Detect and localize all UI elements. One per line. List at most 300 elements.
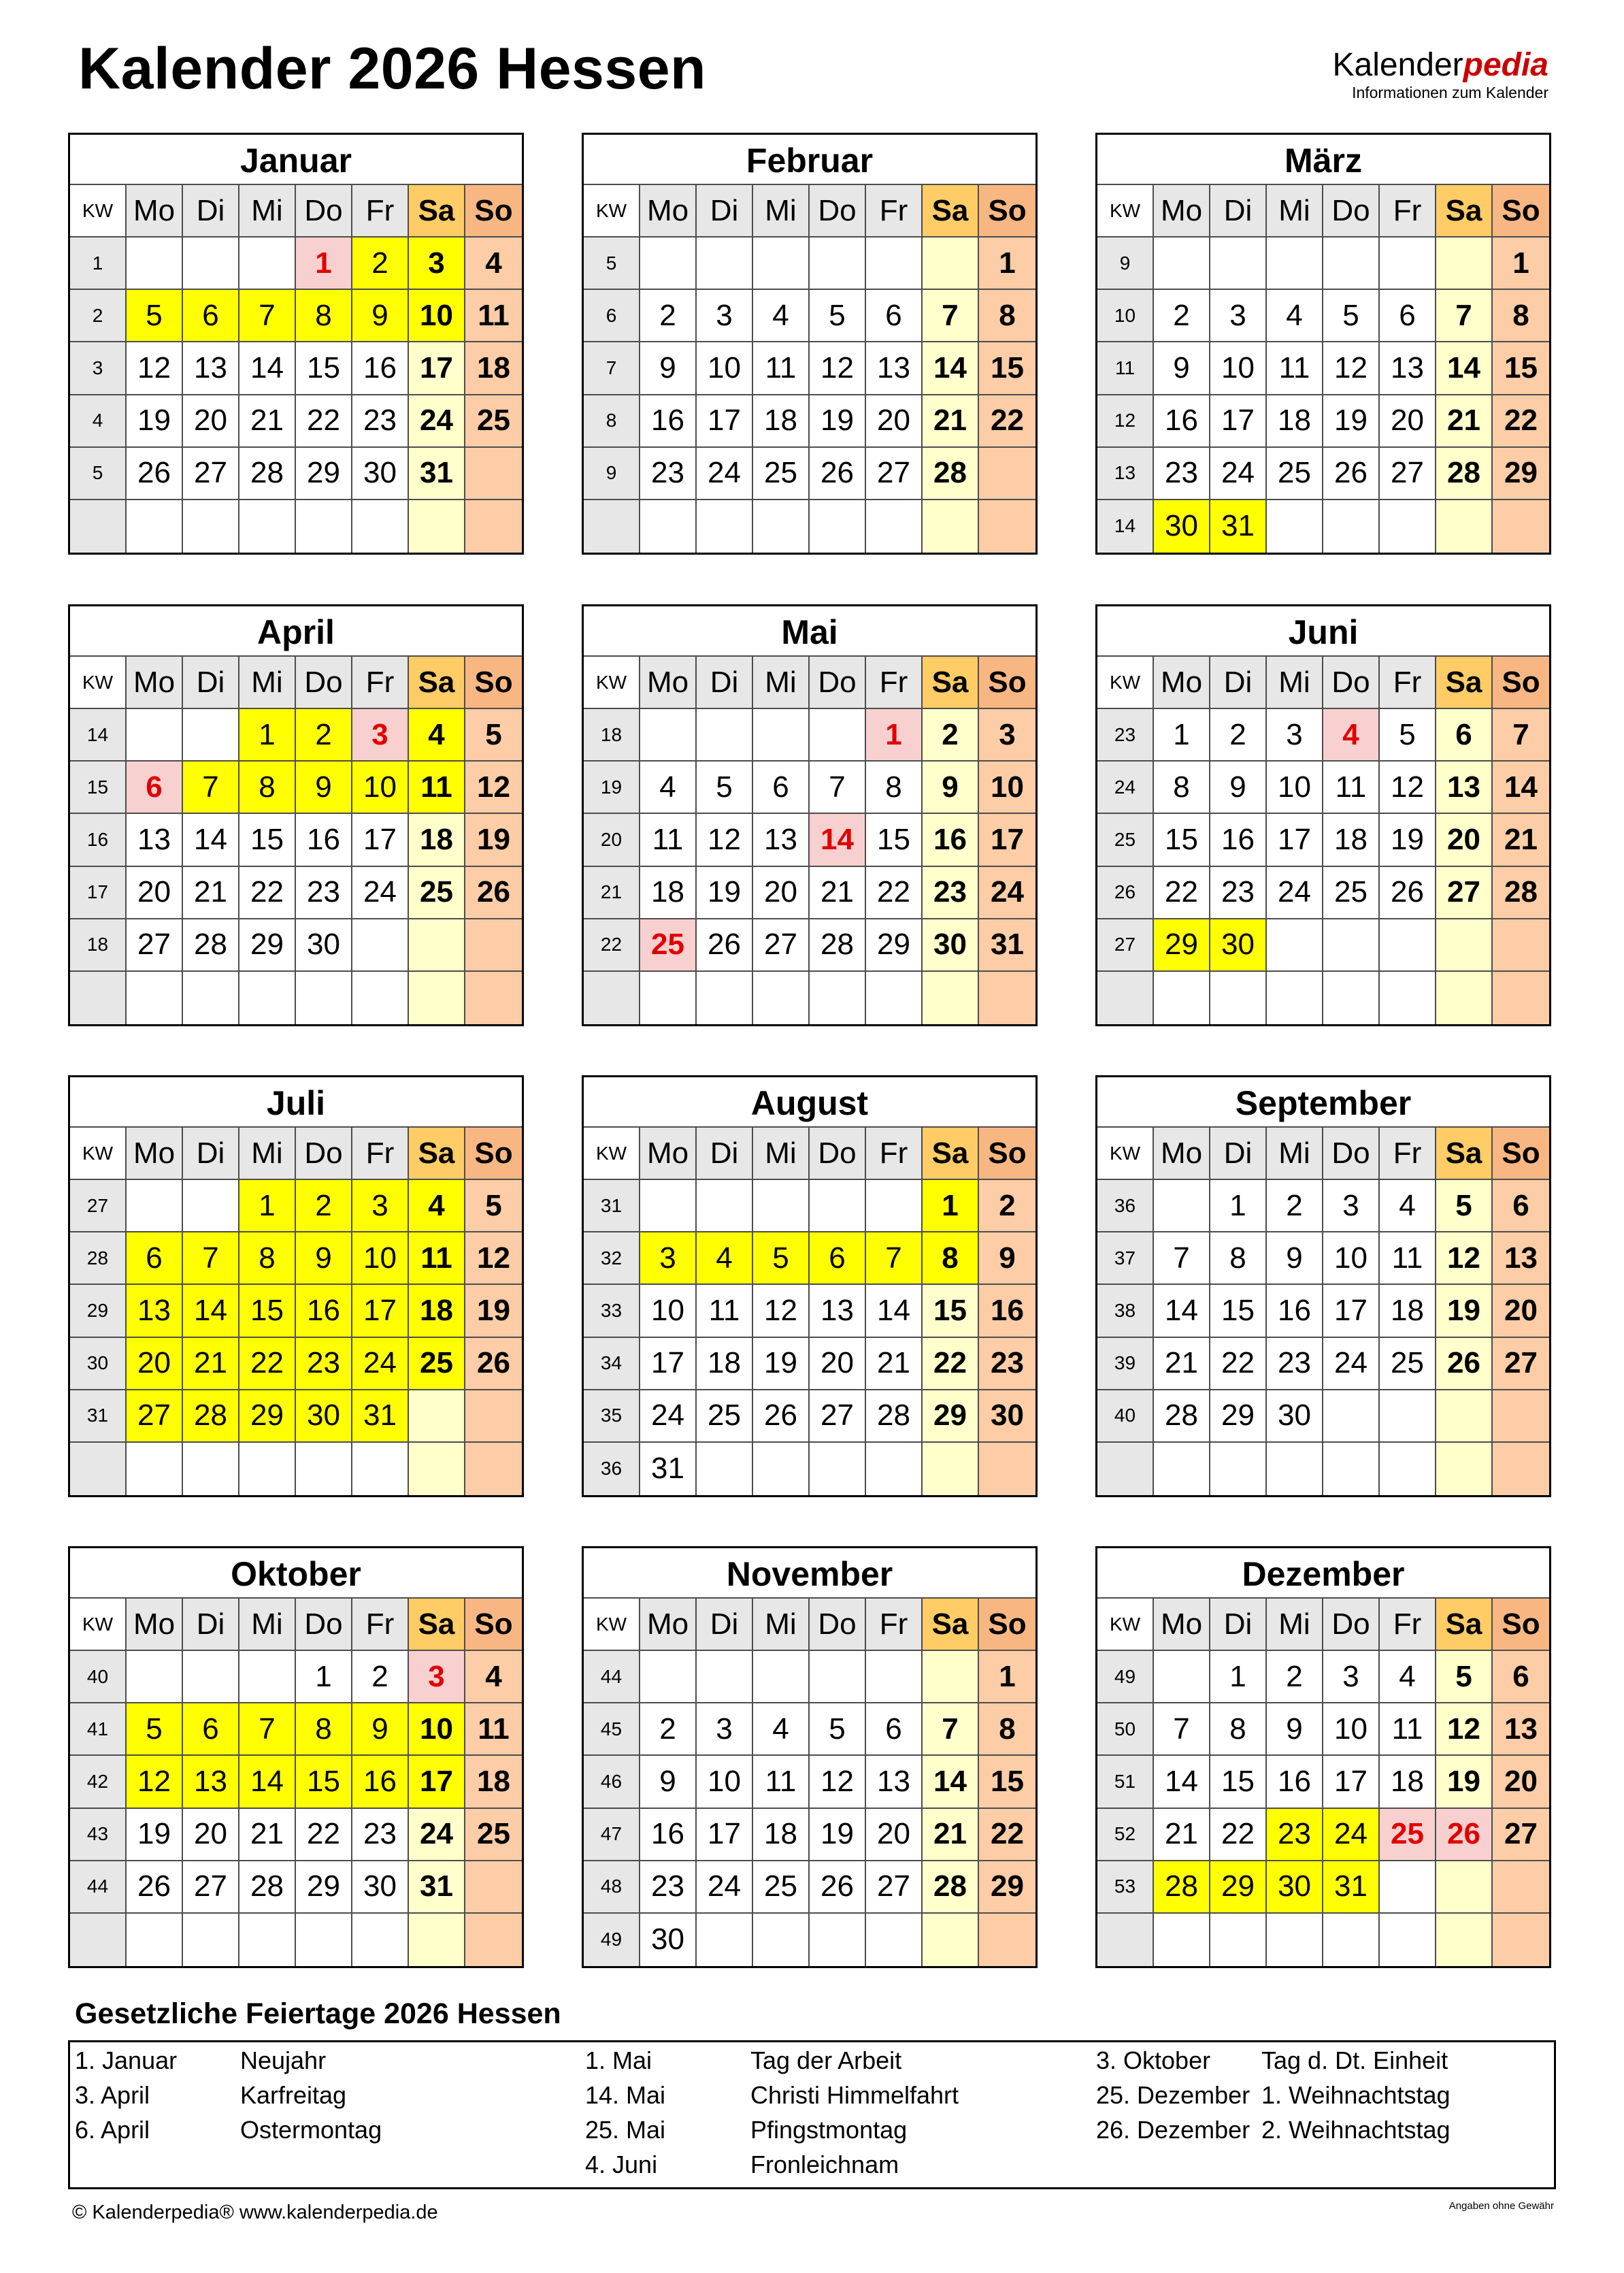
day-cell: 14 <box>239 1756 296 1808</box>
holiday-name: 1. Weihnachtstag <box>1261 2081 1451 2109</box>
week-number: 44 <box>70 1861 127 1914</box>
day-cell: 3 <box>697 290 753 342</box>
day-cell: 22 <box>979 1809 1035 1861</box>
day-cell: 8 <box>239 762 296 814</box>
empty-cell <box>465 1390 522 1443</box>
weekday-header: Di <box>1210 1128 1267 1180</box>
day-cell: 4 <box>753 1703 810 1756</box>
day-cell: 24 <box>1267 867 1323 919</box>
day-cell: 14 <box>1154 1756 1210 1808</box>
empty-cell <box>465 1914 522 1966</box>
weekday-header: So <box>979 657 1035 709</box>
day-cell: 20 <box>753 867 810 919</box>
week-number: 49 <box>584 1914 640 1966</box>
empty-cell <box>1380 1390 1436 1443</box>
day-cell: 26 <box>127 1861 183 1914</box>
day-cell: 18 <box>697 1338 753 1390</box>
weekday-header: Mo <box>1154 1599 1210 1651</box>
weekday-header: Do <box>810 185 866 238</box>
day-cell: 16 <box>640 1809 697 1861</box>
day-cell: 7 <box>923 290 979 342</box>
day-cell: 18 <box>465 1756 522 1808</box>
weekday-header: Sa <box>1436 185 1493 238</box>
day-cell: 23 <box>640 1861 697 1914</box>
empty-cell <box>979 972 1035 1024</box>
empty-cell <box>1267 238 1323 290</box>
week-number: 22 <box>584 919 640 972</box>
day-cell: 6 <box>810 1232 866 1285</box>
day-cell: 28 <box>1154 1390 1210 1443</box>
day-cell: 16 <box>352 1756 409 1808</box>
week-number: 19 <box>584 762 640 814</box>
week-number: 24 <box>1097 762 1154 814</box>
empty-cell <box>697 1180 753 1232</box>
week-number: 39 <box>1097 1338 1154 1390</box>
day-cell: 8 <box>979 290 1035 342</box>
empty-cell <box>810 1180 866 1232</box>
page-title: Kalender 2026 Hessen <box>78 36 707 101</box>
month-title: August <box>584 1077 1035 1128</box>
day-cell: 2 <box>352 238 409 290</box>
day-cell: 23 <box>1154 448 1210 500</box>
day-cell: 8 <box>979 1703 1035 1756</box>
day-cell: 28 <box>1436 448 1493 500</box>
empty-cell <box>923 1914 979 1966</box>
empty-cell <box>1493 919 1549 972</box>
day-cell: 2 <box>640 290 697 342</box>
week-number: 41 <box>70 1703 127 1756</box>
empty-cell <box>409 972 465 1024</box>
empty-cell <box>923 238 979 290</box>
day-cell: 27 <box>183 1861 239 1914</box>
weekday-header: So <box>1493 1599 1549 1651</box>
day-cell: 11 <box>1323 762 1380 814</box>
day-cell: 21 <box>810 867 866 919</box>
day-cell: 5 <box>127 290 183 342</box>
day-cell: 19 <box>1380 814 1436 866</box>
day-cell: 4 <box>465 238 522 290</box>
month-2 <box>582 133 1038 555</box>
day-cell: 6 <box>127 762 183 814</box>
weekday-header: Fr <box>1380 185 1436 238</box>
empty-cell <box>465 1443 522 1495</box>
weekday-header: Fr <box>352 185 409 238</box>
day-cell: 11 <box>753 1756 810 1808</box>
weekday-header: Do <box>1323 1128 1380 1180</box>
month-9 <box>1095 1075 1551 1497</box>
weekday-header: Mo <box>640 185 697 238</box>
day-cell: 27 <box>183 448 239 500</box>
week-number: 20 <box>584 814 640 866</box>
empty-cell <box>697 972 753 1024</box>
weekday-header: Sa <box>923 657 979 709</box>
footer-copyright: © Kalenderpedia® www.kalenderpedia.de <box>72 2202 438 2223</box>
weekday-header: Mo <box>640 1128 697 1180</box>
day-cell: 31 <box>352 1390 409 1443</box>
day-cell: 29 <box>979 1861 1035 1914</box>
month-6 <box>1095 604 1551 1026</box>
day-cell: 12 <box>127 342 183 395</box>
empty-cell <box>1380 1443 1436 1495</box>
day-cell: 22 <box>296 395 352 448</box>
weekday-header: Di <box>183 1599 239 1651</box>
weekday-header: Di <box>183 1128 239 1180</box>
day-cell: 24 <box>697 448 753 500</box>
day-cell: 2 <box>1267 1651 1323 1703</box>
weekday-header: Mo <box>127 185 183 238</box>
day-cell: 7 <box>866 1232 923 1285</box>
empty-cell <box>127 500 183 553</box>
day-cell: 21 <box>866 1338 923 1390</box>
day-cell: 13 <box>866 342 923 395</box>
day-cell: 10 <box>1210 342 1267 395</box>
day-cell: 17 <box>1267 814 1323 866</box>
day-cell: 28 <box>923 448 979 500</box>
empty-cell <box>866 972 923 1024</box>
weekday-header: Mo <box>1154 657 1210 709</box>
day-cell: 4 <box>409 709 465 762</box>
day-cell: 2 <box>923 709 979 762</box>
day-cell: 10 <box>1323 1703 1380 1756</box>
day-cell: 21 <box>923 1809 979 1861</box>
week-number-header: KW <box>1097 185 1154 238</box>
empty-cell <box>1380 1914 1436 1966</box>
week-number <box>1097 1443 1154 1495</box>
day-cell: 7 <box>810 762 866 814</box>
day-cell: 1 <box>866 709 923 762</box>
day-cell: 4 <box>640 762 697 814</box>
day-cell: 28 <box>923 1861 979 1914</box>
week-number: 31 <box>70 1390 127 1443</box>
empty-cell <box>1267 1914 1323 1966</box>
week-number: 27 <box>70 1180 127 1232</box>
day-cell: 27 <box>1493 1338 1549 1390</box>
week-number-header: KW <box>70 657 127 709</box>
month-4 <box>68 604 524 1026</box>
empty-cell <box>1154 1443 1210 1495</box>
day-cell: 16 <box>1267 1285 1323 1337</box>
empty-cell <box>1436 500 1493 553</box>
day-cell: 29 <box>296 1861 352 1914</box>
empty-cell <box>239 238 296 290</box>
empty-cell <box>979 1443 1035 1495</box>
empty-cell <box>697 709 753 762</box>
day-cell: 15 <box>239 1285 296 1337</box>
empty-cell <box>296 500 352 553</box>
day-cell: 26 <box>1380 867 1436 919</box>
day-cell: 19 <box>1436 1756 1493 1808</box>
week-number: 10 <box>1097 290 1154 342</box>
day-cell: 29 <box>1154 919 1210 972</box>
holiday-date: 1. Mai <box>585 2046 652 2074</box>
empty-cell <box>183 1914 239 1966</box>
weekday-header: Fr <box>1380 1128 1436 1180</box>
day-cell: 2 <box>1210 709 1267 762</box>
day-cell: 27 <box>866 448 923 500</box>
day-cell: 17 <box>409 1756 465 1808</box>
day-cell: 9 <box>1210 762 1267 814</box>
kalenderpedia-logo[interactable] <box>1332 49 1548 102</box>
week-number: 7 <box>584 342 640 395</box>
weekday-header: So <box>465 657 522 709</box>
day-cell: 24 <box>409 395 465 448</box>
day-cell: 14 <box>1493 762 1549 814</box>
day-cell: 24 <box>1323 1338 1380 1390</box>
day-cell: 7 <box>1154 1232 1210 1285</box>
week-number <box>584 500 640 553</box>
day-cell: 2 <box>296 1180 352 1232</box>
day-cell: 27 <box>810 1390 866 1443</box>
weekday-header: Mo <box>127 1599 183 1651</box>
day-cell: 25 <box>465 395 522 448</box>
day-cell: 16 <box>640 395 697 448</box>
empty-cell <box>239 500 296 553</box>
day-cell: 4 <box>465 1651 522 1703</box>
holidays-table <box>68 2040 1556 2189</box>
day-cell: 9 <box>352 1703 409 1756</box>
day-cell: 18 <box>753 395 810 448</box>
empty-cell <box>753 1443 810 1495</box>
day-cell: 20 <box>1436 814 1493 866</box>
day-cell: 5 <box>1436 1180 1493 1232</box>
day-cell: 31 <box>1210 500 1267 553</box>
day-cell: 7 <box>1493 709 1549 762</box>
week-number: 42 <box>70 1756 127 1808</box>
weekday-header: Mo <box>1154 185 1210 238</box>
day-cell: 29 <box>239 1390 296 1443</box>
day-cell: 18 <box>465 342 522 395</box>
day-cell: 9 <box>1154 342 1210 395</box>
day-cell: 29 <box>239 919 296 972</box>
holiday-name: 2. Weihnachtstag <box>1261 2116 1451 2144</box>
day-cell: 4 <box>1380 1180 1436 1232</box>
weekday-header: Sa <box>409 1599 465 1651</box>
day-cell: 10 <box>697 1756 753 1808</box>
weekday-header: Mo <box>127 657 183 709</box>
day-cell: 21 <box>1436 395 1493 448</box>
day-cell: 30 <box>296 919 352 972</box>
week-number: 51 <box>1097 1756 1154 1808</box>
day-cell: 10 <box>409 1703 465 1756</box>
empty-cell <box>127 1651 183 1703</box>
empty-cell <box>640 1180 697 1232</box>
day-cell: 8 <box>1210 1232 1267 1285</box>
day-cell: 9 <box>296 762 352 814</box>
day-cell: 3 <box>640 1232 697 1285</box>
month-grid <box>1097 657 1549 1024</box>
empty-cell <box>640 709 697 762</box>
week-number: 36 <box>584 1443 640 1495</box>
day-cell: 21 <box>1493 814 1549 866</box>
day-cell: 13 <box>1493 1703 1549 1756</box>
week-number: 14 <box>70 709 127 762</box>
day-cell: 11 <box>753 342 810 395</box>
month-grid <box>70 1128 522 1495</box>
weekday-header: Mi <box>1267 657 1323 709</box>
holiday-date: 1. Januar <box>75 2046 178 2074</box>
day-cell: 15 <box>239 814 296 866</box>
day-cell: 18 <box>409 1285 465 1337</box>
empty-cell <box>810 1443 866 1495</box>
day-cell: 9 <box>352 290 409 342</box>
empty-cell <box>1267 972 1323 1024</box>
empty-cell <box>640 500 697 553</box>
day-cell: 14 <box>866 1285 923 1337</box>
weekday-header: Mo <box>1154 1128 1210 1180</box>
day-cell: 26 <box>753 1390 810 1443</box>
weekday-header: Mi <box>1267 1599 1323 1651</box>
empty-cell <box>810 972 866 1024</box>
day-cell: 22 <box>979 395 1035 448</box>
day-cell: 2 <box>352 1651 409 1703</box>
empty-cell <box>352 500 409 553</box>
empty-cell <box>239 1914 296 1966</box>
day-cell: 6 <box>866 1703 923 1756</box>
day-cell: 1 <box>239 1180 296 1232</box>
day-cell: 19 <box>1436 1285 1493 1337</box>
day-cell: 23 <box>640 448 697 500</box>
day-cell: 22 <box>1210 1338 1267 1390</box>
day-cell: 1 <box>296 1651 352 1703</box>
day-cell: 11 <box>1267 342 1323 395</box>
holiday-date: 6. April <box>75 2116 150 2144</box>
day-cell: 7 <box>183 1232 239 1285</box>
week-number: 29 <box>70 1285 127 1337</box>
day-cell: 15 <box>866 814 923 866</box>
empty-cell <box>1380 1861 1436 1914</box>
day-cell: 1 <box>979 1651 1035 1703</box>
day-cell: 26 <box>1436 1809 1493 1861</box>
day-cell: 6 <box>1493 1180 1549 1232</box>
day-cell: 7 <box>1436 290 1493 342</box>
empty-cell <box>1210 1914 1267 1966</box>
day-cell: 26 <box>697 919 753 972</box>
weekday-header: Do <box>810 1599 866 1651</box>
empty-cell <box>409 500 465 553</box>
day-cell: 9 <box>640 1756 697 1808</box>
holiday-name: Ostermontag <box>240 2116 382 2144</box>
weekday-header: Di <box>697 657 753 709</box>
empty-cell <box>979 1914 1035 1966</box>
day-cell: 14 <box>810 814 866 866</box>
empty-cell <box>1267 919 1323 972</box>
empty-cell <box>810 238 866 290</box>
empty-cell <box>352 919 409 972</box>
day-cell: 3 <box>979 709 1035 762</box>
day-cell: 18 <box>1323 814 1380 866</box>
empty-cell <box>1493 500 1549 553</box>
day-cell: 15 <box>979 342 1035 395</box>
weekday-header: So <box>979 1599 1035 1651</box>
day-cell: 23 <box>296 1338 352 1390</box>
day-cell: 30 <box>296 1390 352 1443</box>
empty-cell <box>239 1443 296 1495</box>
logo-brand-prefix: Kalender <box>1332 47 1463 83</box>
empty-cell <box>753 1914 810 1966</box>
day-cell: 12 <box>810 1756 866 1808</box>
empty-cell <box>866 1443 923 1495</box>
empty-cell <box>697 500 753 553</box>
day-cell: 4 <box>1380 1651 1436 1703</box>
day-cell: 22 <box>866 867 923 919</box>
empty-cell <box>1380 238 1436 290</box>
weekday-header: Do <box>810 1128 866 1180</box>
weekday-header: So <box>465 185 522 238</box>
weekday-header: Do <box>1323 185 1380 238</box>
month-title: Juli <box>70 1077 522 1128</box>
empty-cell <box>1323 500 1380 553</box>
week-number: 48 <box>584 1861 640 1914</box>
day-cell: 30 <box>1210 919 1267 972</box>
weekday-header: Fr <box>352 657 409 709</box>
day-cell: 7 <box>183 762 239 814</box>
day-cell: 8 <box>1210 1703 1267 1756</box>
weekday-header: Fr <box>866 185 923 238</box>
month-10 <box>68 1546 524 1968</box>
empty-cell <box>296 972 352 1024</box>
month-title: Februar <box>584 135 1035 185</box>
day-cell: 8 <box>296 290 352 342</box>
week-number: 9 <box>584 448 640 500</box>
weekday-header: Sa <box>409 1128 465 1180</box>
month-grid <box>70 185 522 553</box>
weekday-header: Fr <box>866 1599 923 1651</box>
day-cell: 12 <box>127 1756 183 1808</box>
day-cell: 26 <box>465 867 522 919</box>
empty-cell <box>923 500 979 553</box>
month-3 <box>1095 133 1551 555</box>
day-cell: 13 <box>183 342 239 395</box>
day-cell: 16 <box>1267 1756 1323 1808</box>
weekday-header: Sa <box>923 1599 979 1651</box>
week-number: 11 <box>1097 342 1154 395</box>
empty-cell <box>1323 238 1380 290</box>
empty-cell <box>409 1390 465 1443</box>
empty-cell <box>465 1861 522 1914</box>
day-cell: 25 <box>697 1390 753 1443</box>
weekday-header: Mi <box>753 185 810 238</box>
day-cell: 17 <box>352 814 409 866</box>
empty-cell <box>465 919 522 972</box>
empty-cell <box>753 500 810 553</box>
weekday-header: Do <box>296 1599 352 1651</box>
day-cell: 2 <box>296 709 352 762</box>
week-number: 13 <box>1097 448 1154 500</box>
empty-cell <box>923 972 979 1024</box>
day-cell: 10 <box>697 342 753 395</box>
week-number: 4 <box>70 395 127 448</box>
day-cell: 20 <box>1493 1285 1549 1337</box>
day-cell: 19 <box>465 1285 522 1337</box>
day-cell: 16 <box>1210 814 1267 866</box>
empty-cell <box>1380 500 1436 553</box>
day-cell: 18 <box>409 814 465 866</box>
empty-cell <box>183 500 239 553</box>
weekday-header: Mo <box>127 1128 183 1180</box>
month-5 <box>582 604 1038 1026</box>
day-cell: 17 <box>979 814 1035 866</box>
day-cell: 3 <box>1267 709 1323 762</box>
week-number: 23 <box>1097 709 1154 762</box>
weekday-header: Mi <box>239 185 296 238</box>
empty-cell <box>409 919 465 972</box>
empty-cell <box>810 1651 866 1703</box>
week-number: 8 <box>584 395 640 448</box>
day-cell: 6 <box>183 1703 239 1756</box>
empty-cell <box>923 1651 979 1703</box>
empty-cell <box>127 1914 183 1966</box>
day-cell: 25 <box>465 1809 522 1861</box>
